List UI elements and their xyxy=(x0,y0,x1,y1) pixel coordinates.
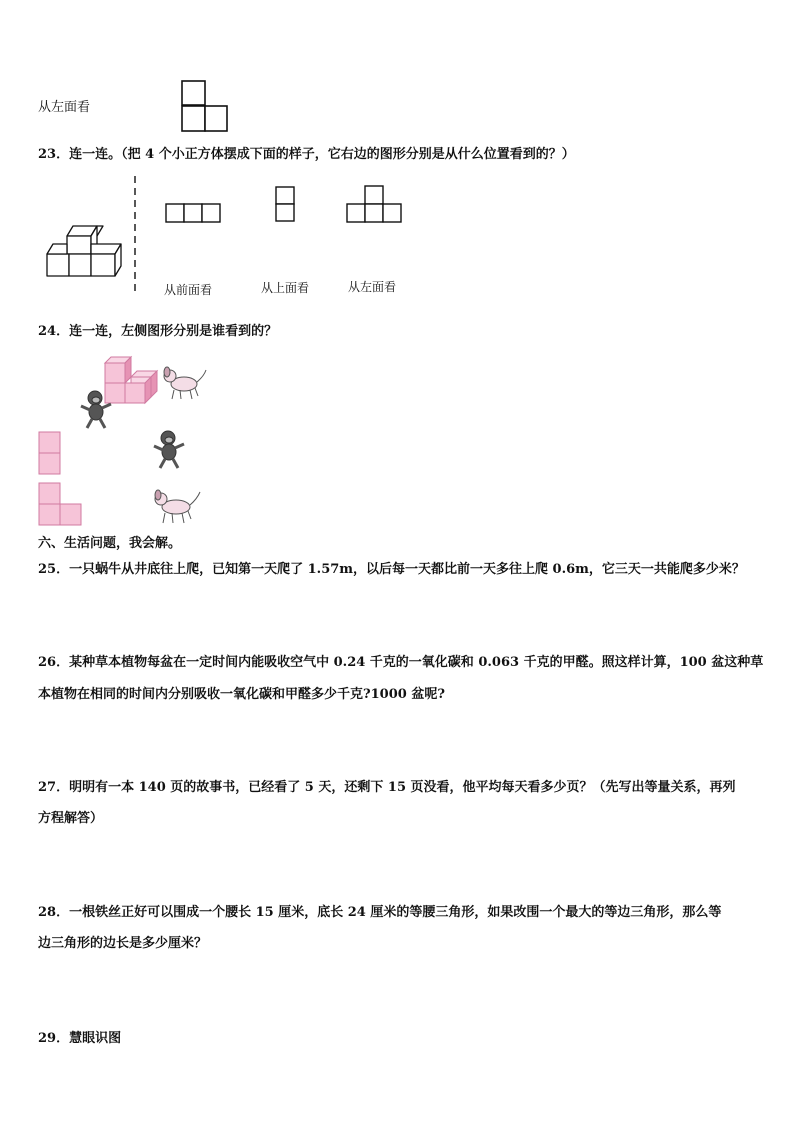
section-6-title: 六、生活问题，我会解。 xyxy=(38,536,182,551)
left-view-figure xyxy=(181,80,231,134)
question-23: 23．连一连。（把 4 个小正方体摆成下面的样子，它右边的图形分别是从什么位置看到的？） xyxy=(38,147,575,162)
pink-view-l-shape xyxy=(38,482,84,528)
question-26-line-1: 26．某种草本植物每盆在一定时间内能吸收空气中 0.24 千克的一氧化碳和 0.063 千克的甲醛。照这样计算，100 盆这种草 xyxy=(38,655,764,670)
view-figure-3 xyxy=(346,185,404,225)
dashed-divider xyxy=(133,176,137,296)
left-view-label: 从左面看 xyxy=(38,100,91,115)
monkey-icon xyxy=(79,390,115,430)
question-26-line-2: 本植物在相同的时间内分别吸收一氧化碳和甲醛多少千克?1000 盆呢? xyxy=(38,687,445,702)
view-label-top: 从上面看 xyxy=(261,281,310,295)
monkey-icon xyxy=(152,430,188,470)
pink-view-vertical xyxy=(38,431,62,477)
view-label-left: 从左面看 xyxy=(348,280,397,294)
question-27-line-1: 27．明明有一本 140 页的故事书，已经看了 5 天，还剩下 15 页没看，他平均每天看多少页？（先写出等量关系，再列 xyxy=(38,780,736,795)
dog-icon xyxy=(150,488,202,526)
question-24: 24．连一连，左侧图形分别是谁看到的？ xyxy=(38,324,278,339)
question-25: 25．一只蜗牛从井底往上爬，已知第一天爬了 1.57m，以后每一天都比前一天多往上爬 0.6m，它三天一共能爬多少米？ xyxy=(38,562,745,577)
view-figure-2 xyxy=(275,186,297,224)
cube-stack-3d xyxy=(45,222,125,282)
dog-icon xyxy=(160,366,208,402)
question-27-line-2: 方程解答） xyxy=(38,811,104,826)
question-28-line-1: 28．一根铁丝正好可以围成一个腰长 15 厘米，底长 24 厘米的等腰三角形，如果改围一个最大的等边三角形，那么等 xyxy=(38,905,722,920)
question-28-line-2: 边三角形的边长是多少厘米？ xyxy=(38,936,208,951)
view-label-front: 从前面看 xyxy=(164,283,213,297)
question-29: 29．慧眼识图 xyxy=(38,1031,122,1046)
view-figure-1 xyxy=(165,203,223,225)
